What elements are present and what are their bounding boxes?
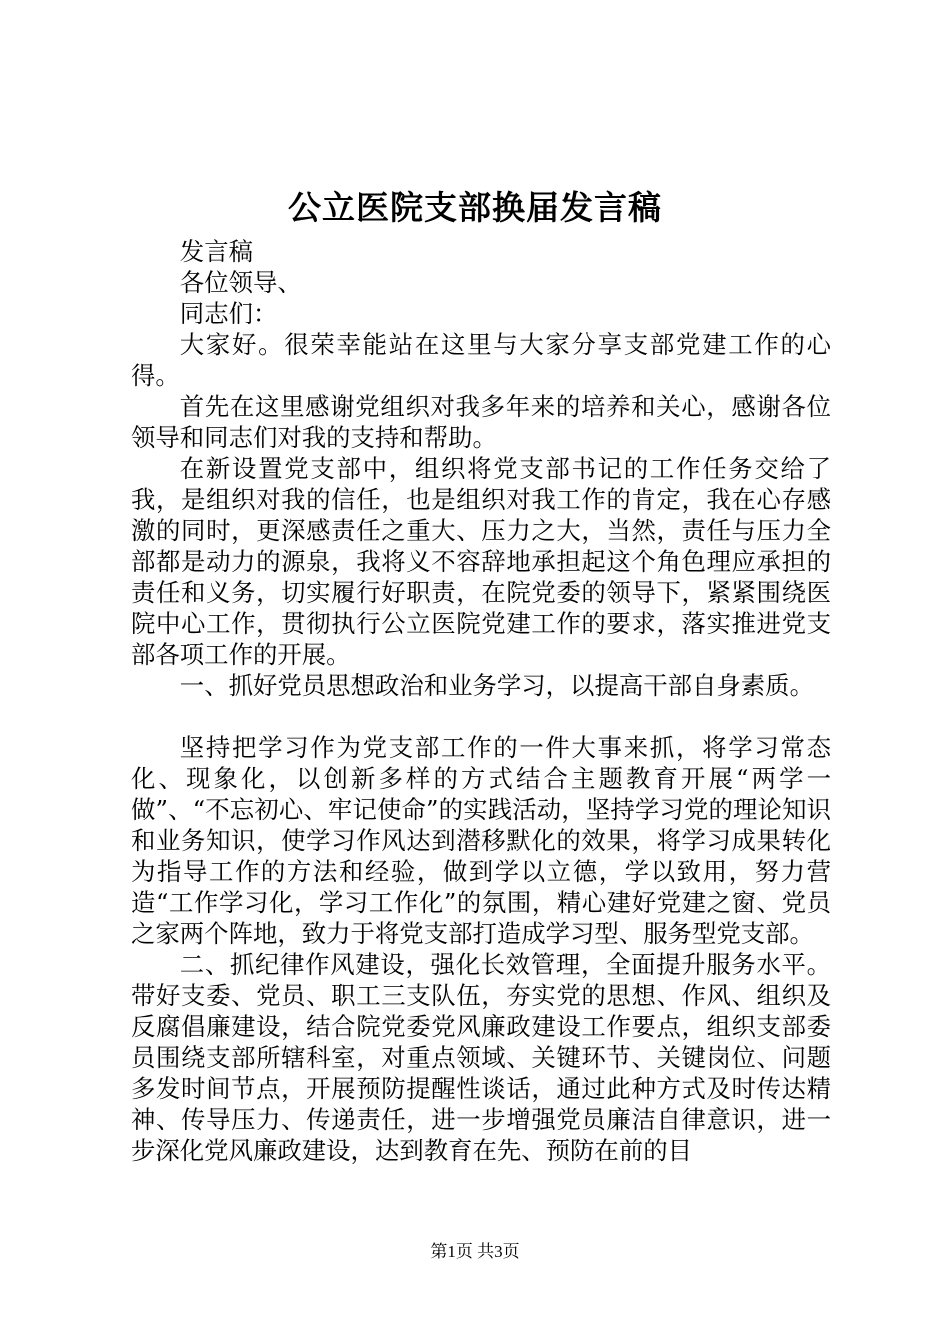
section-heading-1: 一、抓好党员思想政治和业务学习，以提高干部自身素质。 bbox=[179, 671, 814, 700]
paragraph-greeting: 大家好。很荣幸能站在这里与大家分享支部党建工作的心得。 bbox=[131, 330, 831, 390]
section-heading-2: 二、抓纪律作风建设，强化长效管理，全面提升服务水平。带好支委、党员、职工三支队伍，夯实党的思想、作风、组织及反腐倡廉建设，结合院党委党风廉政建设工作要点，组织支部委员围绕支部所辖科室，对重点领域、关键环节、关键岗位、问题多发时间节点，开展预防提醒性谈话，通过此种方式及时传达精神、传导压力、传递责任，进一步增强党员廉洁自律意识，进一步深化党风廉政建设，达到教育在先、预防在前的目 bbox=[131, 950, 831, 1165]
paragraph-responsibility: 在新设置党支部中，组织将党支部书记的工作任务交给了我，是组织对我的信任，也是组织对我工作的肯定，我在心存感激的同时，更深感责任之重大、压力之大，当然，责任与压力全部都是动力的源泉，我将义不容辞地承担起这个角色理应承担的责任和义务，切实履行好职责，在院党委的领导下，紧紧围绕医院中心工作，贯彻执行公立医院党建工作的要求，落实推进党支部各项工作的开展。 bbox=[131, 454, 831, 669]
paragraph-study: 坚持把学习作为党支部工作的一件大事来抓，将学习常态化、现象化，以创新多样的方式结合主题教育开展“两学一做”、“不忘初心、牢记使命”的实践活动，坚持学习党的理论知识和业务知识，使学习作风达到潜移默化的效果，将学习成果转化为指导工作的方法和经验，做到学以立德，学以致用，努力营造“工作学习化，学习工作化”的氛围，精心建好党建之窗、党员之家两个阵地，致力于将党支部打造成学习型、服务型党支部。 bbox=[131, 733, 831, 948]
document-body bbox=[131, 236, 831, 1166]
paragraph-thanks: 首先在这里感谢党组织对我多年来的培养和关心，感谢各位领导和同志们对我的支持和帮助。 bbox=[131, 392, 831, 452]
document-title: 公立医院支部换届发言稿 bbox=[288, 188, 662, 227]
paragraph-heading: 发言稿 bbox=[179, 237, 253, 266]
paragraph-salutation-comrades: 同志们： bbox=[179, 299, 278, 328]
paragraph-salutation-leaders: 各位领导、 bbox=[179, 268, 302, 297]
page-number: 第1页 共3页 bbox=[430, 1242, 520, 1261]
